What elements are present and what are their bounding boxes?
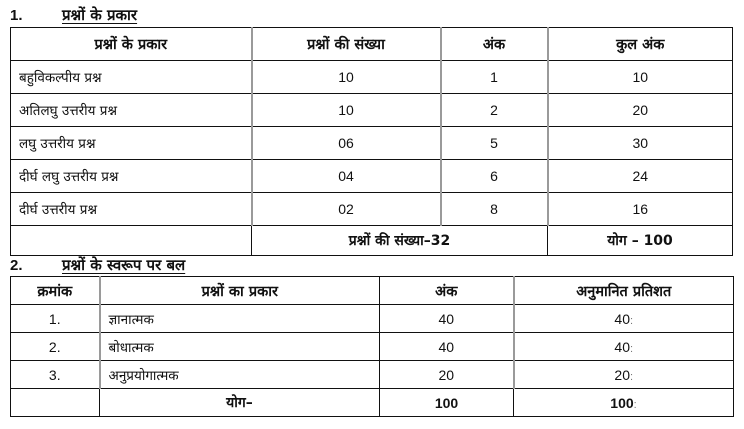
table-header-row (11, 28, 733, 61)
section-number: 1. (10, 7, 23, 24)
total-marks-cell: 24 (548, 160, 733, 193)
total-marks-cell: 20 (548, 94, 733, 127)
table-row (11, 361, 734, 389)
marks-cell: 6 (441, 160, 548, 193)
table-row (11, 193, 733, 226)
total-percent-value: 100 (610, 394, 634, 411)
marks-cell: 8 (441, 193, 548, 226)
header-estimated-percent: अनुमानित प्रतिशत (514, 277, 734, 305)
marks-cell: 40 (380, 333, 514, 361)
serial-cell: 2. (11, 333, 100, 361)
section-1-heading (10, 5, 137, 26)
marks-cell: 20 (380, 361, 514, 389)
question-count-total: प्रश्नों की संख्या–32 (252, 226, 548, 256)
question-type-cell: अतिलघु उत्तरीय प्रश्न (11, 94, 252, 127)
question-count-cell: 10 (252, 94, 441, 127)
question-count-cell: 06 (252, 127, 441, 160)
table-row (11, 61, 733, 94)
table-row (11, 160, 733, 193)
question-type-cell: लघु उत्तरीय प्रश्न (11, 127, 252, 160)
section-title: प्रश्नों के प्रकार (62, 6, 138, 24)
percent-cell (514, 333, 734, 361)
percent-cell (514, 305, 734, 333)
total-marks-cell: 10 (548, 61, 733, 94)
section-2-heading (10, 255, 185, 276)
total-marks-cell: 16 (548, 193, 733, 226)
question-type-cell: ज्ञानात्मक (100, 305, 380, 333)
percent-suffix: : (630, 342, 634, 355)
table-header-row (11, 277, 734, 305)
marks-cell: 5 (441, 127, 548, 160)
question-count-cell: 02 (252, 193, 441, 226)
table-row (11, 333, 734, 361)
serial-cell: 1. (11, 305, 100, 333)
percent-suffix: : (630, 370, 634, 383)
table-row (11, 94, 733, 127)
header-total-marks: कुल अंक (548, 28, 733, 61)
percent-cell (514, 361, 734, 389)
percent-suffix: : (633, 398, 637, 411)
percent-value: 20 (614, 366, 630, 383)
total-label: योग– (100, 389, 380, 417)
percent-suffix: : (630, 314, 634, 327)
question-count-cell: 10 (252, 61, 441, 94)
question-type-cell: दीर्घ लघु उत्तरीय प्रश्न (11, 160, 252, 193)
header-marks: अंक (441, 28, 548, 61)
question-type-cell: बहुविकल्पीय प्रश्न (11, 61, 252, 94)
percent-value: 40 (614, 338, 630, 355)
header-question-type: प्रश्नों के प्रकार (11, 28, 252, 61)
total-percent-cell (514, 389, 734, 417)
section-number: 2. (10, 257, 23, 274)
total-marks: 100 (380, 389, 514, 417)
header-serial: क्रमांक (11, 277, 100, 305)
serial-cell: 3. (11, 361, 100, 389)
total-marks-cell: 30 (548, 127, 733, 160)
table-row (11, 305, 734, 333)
empty-cell (11, 226, 252, 256)
header-question-type: प्रश्नों का प्रकार (100, 277, 380, 305)
marks-cell: 2 (441, 94, 548, 127)
question-types-table (10, 27, 733, 256)
question-emphasis-table (10, 276, 734, 417)
question-count-cell: 04 (252, 160, 441, 193)
empty-cell (11, 389, 100, 417)
grand-total: योग – 100 (548, 226, 733, 256)
section-title: प्रश्नों के स्वरूप पर बल (62, 256, 186, 274)
question-type-cell: दीर्घ उत्तरीय प्रश्न (11, 193, 252, 226)
header-question-count: प्रश्नों की संख्या (252, 28, 441, 61)
table-footer-row (11, 226, 733, 256)
question-type-cell: अनुप्रयोगात्मक (100, 361, 380, 389)
table-row (11, 127, 733, 160)
marks-cell: 40 (380, 305, 514, 333)
question-type-cell: बोधात्मक (100, 333, 380, 361)
marks-cell: 1 (441, 61, 548, 94)
percent-value: 40 (614, 310, 630, 327)
table-footer-row (11, 389, 734, 417)
header-marks: अंक (380, 277, 514, 305)
